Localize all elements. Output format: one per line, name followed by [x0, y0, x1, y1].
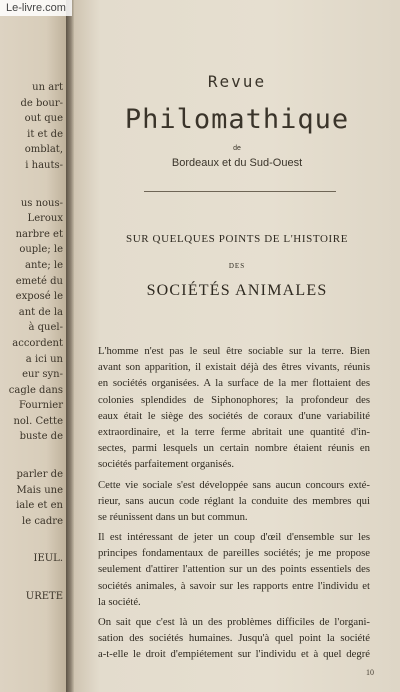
article-line: sectes, parmi lesquels un certain nombre étaient réunis en — [98, 442, 370, 455]
left-fragment-line: à quel- — [28, 322, 63, 334]
left-fragment-line: omblat, — [24, 144, 63, 156]
masthead-revue: Revue — [207, 72, 267, 91]
left-fragment-line — [9, 445, 63, 467]
left-fragment-line: us nous- — [20, 197, 63, 209]
page-number: 10 — [366, 668, 374, 677]
left-fragment-line — [9, 529, 63, 551]
article-line: On sait que c'est là un des problèmes difficiles de l'organi- — [98, 616, 370, 628]
left-fragment-line: Leroux — [27, 213, 63, 225]
article-line: en sociétés organisées. A la surface de la mer flottaient des — [98, 377, 370, 390]
article-line: la société. — [98, 595, 141, 608]
article-line: avant son apparition, il existait déjà des êtres vivants, réunis — [98, 361, 370, 374]
article-line: L'homme n'est pas le seul être sociable sur la terre. Bien — [98, 345, 370, 357]
left-fragment-line: eur syn- — [22, 369, 63, 381]
masthead-de: de — [233, 145, 241, 152]
left-fragment-line: a ici un — [25, 353, 63, 365]
masthead-philomathique: Philomathique — [124, 104, 350, 135]
left-fragment-line: it et de — [27, 128, 63, 140]
left-fragment-line: IEUL. — [33, 553, 63, 565]
article-line: seulement d'attirer l'attention sur un des points essentiels des — [98, 563, 370, 576]
left-fragment-line: ant de la — [18, 306, 63, 318]
article-line: colonies splendides de Siphonophores; la profondeur des — [98, 393, 370, 406]
left-fragment-line: emeté du — [15, 275, 63, 287]
article-line: principes fondamentaux de pareilles sociétés; je me propose — [98, 547, 370, 560]
left-fragment-line: cagle dans — [8, 384, 63, 396]
article-line: se réunissent dans un but commun. — [98, 510, 248, 523]
masthead-bordeaux: Bordeaux et du Sud-Ouest — [171, 157, 303, 169]
article-line: sociétés parfaitement organisés. — [98, 458, 235, 471]
article-title-main: SOCIÉTÉS ANIMALES — [146, 282, 328, 299]
article-title-des: DES — [228, 262, 246, 270]
article-line: a-t-elle le droit d'empiétement sur l'individu et à quel degré — [98, 648, 370, 661]
left-fragment-line: buste de — [19, 431, 63, 443]
left-fragment-line — [9, 174, 63, 196]
article-body — [98, 343, 370, 663]
left-fragment-line: accordent — [12, 337, 63, 349]
book-gutter — [66, 0, 74, 692]
right-page — [74, 0, 400, 692]
left-fragment-line: le cadre — [22, 515, 63, 527]
left-fragment-line: Fournier — [19, 400, 63, 412]
article-title-top: SUR QUELQUES POINTS DE L'HISTOIRE — [125, 233, 349, 245]
left-fragment-line: URETE — [25, 591, 63, 603]
article-line: eaux était le siège des sociétés de coraux d'une variabilité — [98, 409, 370, 422]
left-page-fragments — [9, 80, 63, 605]
article-line: sociétés animales, à savoir sur les rapports entre l'individu et — [98, 579, 370, 592]
article-line: extraordinaire, et la terre ferme abritait une quantité d'in- — [98, 425, 370, 438]
left-fragment-line: parler de — [16, 469, 63, 481]
article-line: Cette vie sociale s'est développée sans aucun concours exté- — [98, 478, 370, 491]
left-fragment-line: narbre et — [15, 228, 63, 240]
left-fragment-line: i hauts- — [25, 159, 63, 171]
watermark-label: Le-livre.com — [0, 0, 72, 16]
article-line: rieur, sans aucun code réglant la conduite des membres qui — [98, 494, 370, 507]
left-fragment-line: iale et en — [16, 500, 63, 512]
left-fragment-line: un art — [32, 82, 63, 93]
left-fragment-line: ante; le — [24, 259, 63, 271]
left-fragment-line: exposé le — [15, 291, 63, 303]
article-line: Il est intéressant de jeter un coup d'œil d'ensemble sur les — [98, 531, 370, 544]
left-fragment-line: de bour- — [20, 97, 63, 109]
left-fragment-line: ouple; le — [19, 244, 63, 256]
left-fragment-line: out que — [24, 113, 63, 125]
masthead-rule — [144, 191, 336, 192]
left-fragment-line — [9, 567, 63, 589]
left-fragment-line: Mais une — [16, 484, 63, 496]
article-line: sation des sociétés humaines. Jusqu'à quel point la société — [98, 632, 370, 645]
left-page — [0, 0, 66, 692]
left-fragment-line: nol. Cette — [13, 415, 63, 427]
